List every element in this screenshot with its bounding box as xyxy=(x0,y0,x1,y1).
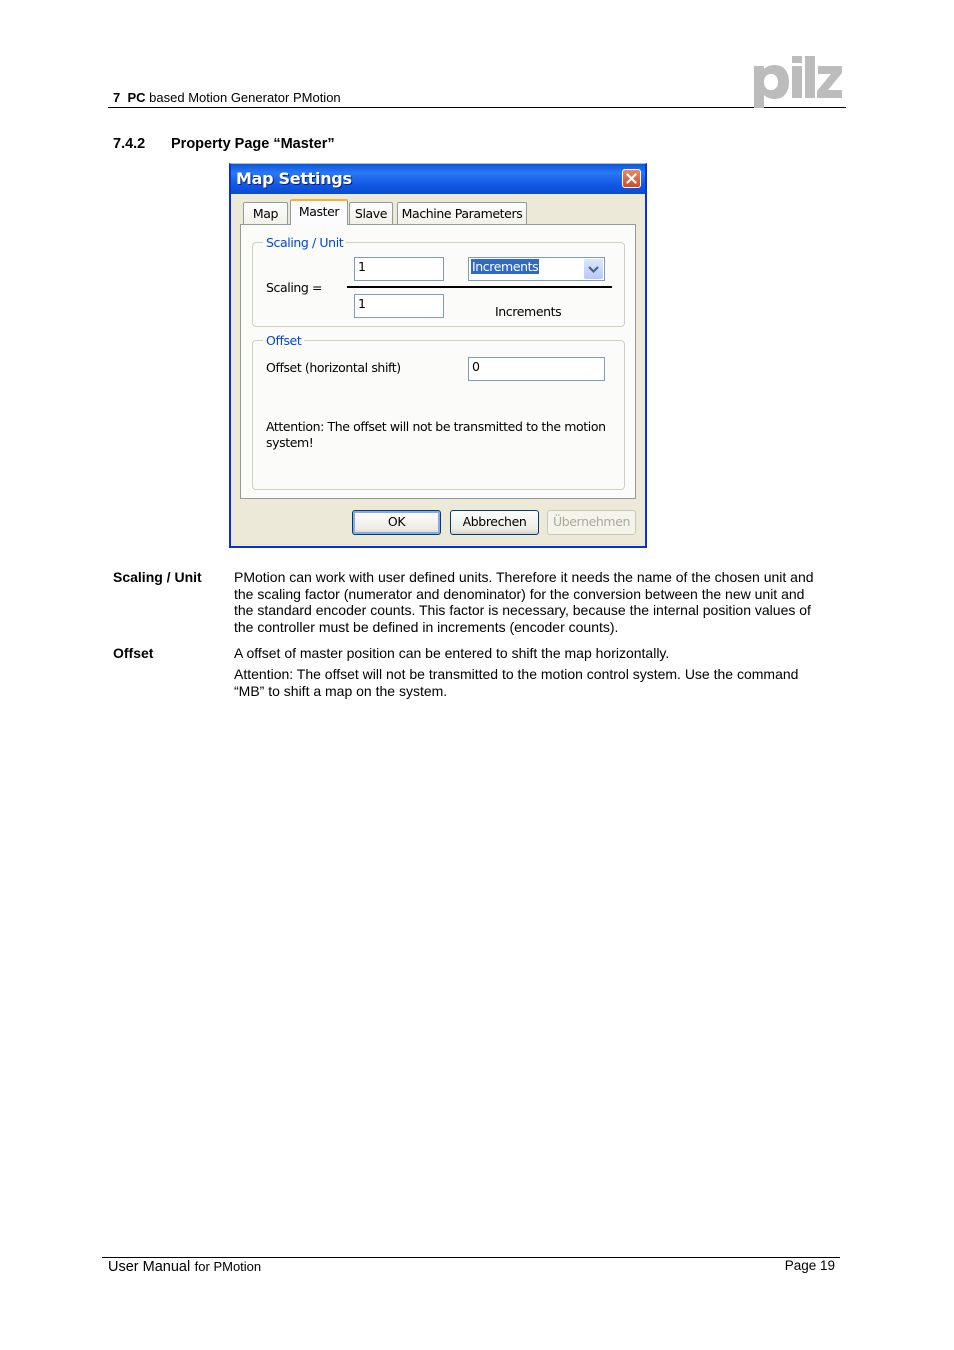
chevron-down-icon xyxy=(584,259,603,279)
numerator-input[interactable]: 1 xyxy=(354,257,444,281)
footer-manual xyxy=(108,1258,261,1276)
dialog-title: Map Settings xyxy=(236,169,352,188)
page-header-chapter xyxy=(113,90,341,105)
offset-input[interactable]: 0 xyxy=(468,357,605,381)
tab-map[interactable] xyxy=(243,202,288,224)
page-number: Page 19 xyxy=(784,1258,835,1273)
close-icon xyxy=(626,173,637,184)
chapter-number: 7 xyxy=(113,90,121,105)
tab-master[interactable] xyxy=(290,199,348,225)
tab-slave[interactable] xyxy=(349,202,393,224)
desc-offset-attention xyxy=(234,666,839,699)
dialog-titlebar[interactable] xyxy=(231,164,645,194)
unit-select[interactable] xyxy=(468,257,605,281)
map-settings-dialog xyxy=(229,163,647,548)
dropdown-button[interactable] xyxy=(584,259,603,279)
apply-button[interactable]: Übernehmen xyxy=(547,510,636,535)
section-number: 7.4.2 xyxy=(113,136,146,152)
section-title: Property Page “Master” xyxy=(171,136,335,152)
chapter-title: based Motion Generator PMotion xyxy=(149,90,341,105)
attention-text-line1: Attention: The offset will not be transmitted to the motion xyxy=(266,419,606,434)
pilz-logo xyxy=(752,56,844,108)
desc-scaling-line: the controller must be defined in increments (encoder counts). xyxy=(234,619,619,636)
denominator-input[interactable]: 1 xyxy=(354,294,444,318)
desc-offset xyxy=(234,645,839,662)
ok-button[interactable]: OK xyxy=(352,510,441,535)
attention-text-line2: system! xyxy=(266,435,314,450)
cancel-button[interactable]: Abbrechen xyxy=(450,510,539,535)
footer-manual-title: User Manual xyxy=(108,1259,191,1275)
offset-group-legend: Offset xyxy=(263,333,304,348)
tab-machine-parameters-label: Machine Parameters xyxy=(401,206,523,221)
scaling-group-legend: Scaling / Unit xyxy=(263,235,346,250)
header-rule xyxy=(108,107,846,108)
desc-scaling-line: the scaling factor (numerator and denominator) for the conversion between the new unit and xyxy=(234,585,805,602)
desc-scaling-line: PMotion can work with user defined units. Therefore it needs the name of the chosen unit and xyxy=(234,569,814,585)
footer-manual-sub: for PMotion xyxy=(194,1259,262,1274)
tab-slave-label: Slave xyxy=(354,206,388,221)
offset-label: Offset (horizontal shift) xyxy=(266,360,401,375)
desc-scaling-unit xyxy=(234,569,839,636)
desc-scaling-line: the standard encoder counts. This factor is necessary, because the internal position values of xyxy=(234,602,811,619)
tab-panel xyxy=(240,224,636,499)
tab-machine-parameters[interactable] xyxy=(397,202,527,224)
unit-select-value: Increments xyxy=(472,259,539,274)
denominator-unit-label: Increments xyxy=(495,304,562,319)
close-button[interactable] xyxy=(622,169,641,188)
chapter-bold: PC xyxy=(127,90,146,105)
desc-offset-line: “MB” to shift a map on the system. xyxy=(234,682,448,699)
tab-master-label: Master xyxy=(298,204,340,219)
scaling-label: Scaling = xyxy=(266,280,323,295)
desc-offset-line: A offset of master position can be entered to shift the map horizontally. xyxy=(234,645,670,661)
fraction-bar xyxy=(347,286,612,288)
term-scaling-unit: Scaling / Unit xyxy=(113,569,202,585)
tab-map-label: Map xyxy=(252,206,279,221)
desc-offset-line: Attention: The offset will not be transmitted to the motion control system. Use the command xyxy=(234,666,799,682)
term-offset: Offset xyxy=(113,645,154,661)
